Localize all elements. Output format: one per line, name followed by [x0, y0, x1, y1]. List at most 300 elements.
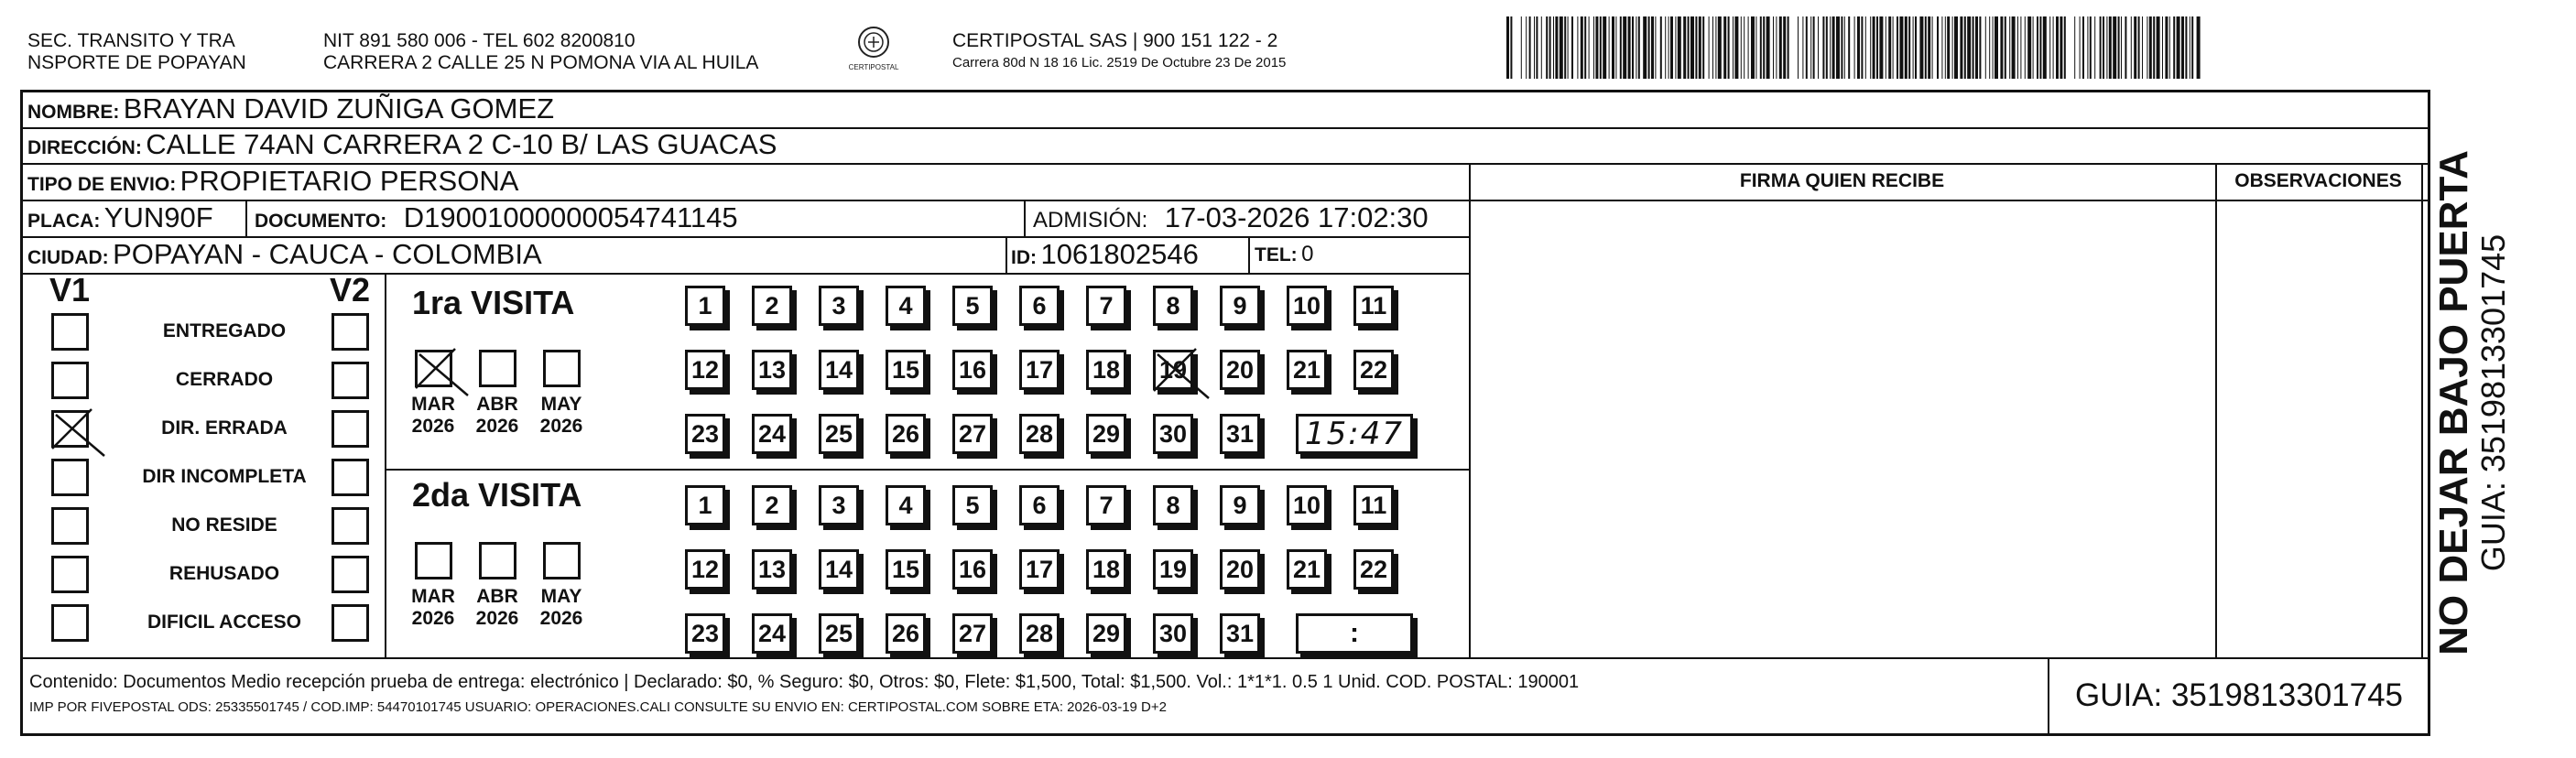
barcode-bar — [1600, 16, 1602, 79]
barcode-bar — [2090, 16, 2092, 79]
day-number: 26 — [891, 619, 920, 647]
visit2-title: 2da VISITA — [412, 476, 582, 514]
barcode-bar — [1975, 16, 1978, 79]
day-number: 31 — [1225, 419, 1255, 448]
barcode-bar — [1564, 16, 1566, 79]
barcode-bar — [2020, 16, 2021, 79]
barcode-bar — [1985, 16, 1986, 79]
barcode-bar — [1560, 16, 1563, 79]
barcode-bar — [1555, 16, 1558, 79]
check-mark-icon — [1156, 352, 1192, 389]
day-box — [952, 549, 993, 590]
barcode-bar — [1506, 16, 1509, 79]
day-number: 5 — [965, 291, 980, 319]
barcode-bar — [1589, 16, 1590, 79]
barcode-bar — [1810, 16, 1811, 79]
barcode-bar — [1830, 16, 1831, 79]
day-number: 28 — [1025, 419, 1054, 448]
barcode-bar — [1660, 16, 1662, 79]
month-year: 2026 — [411, 416, 455, 437]
barcode-bar — [1783, 16, 1786, 79]
day-number: 25 — [824, 619, 853, 647]
month-label — [470, 394, 525, 438]
day-box — [1153, 485, 1193, 525]
col-divider — [2215, 163, 2217, 657]
col-divider — [2421, 163, 2423, 657]
barcode-bar — [1615, 16, 1616, 79]
barcode-bar — [1879, 16, 1883, 79]
day-number: 8 — [1166, 291, 1180, 319]
barcode-bar — [2100, 16, 2102, 79]
barcode-bar — [1699, 16, 1701, 79]
barcode-bar — [1593, 16, 1594, 79]
barcode-bar — [1568, 16, 1569, 79]
barcode-bar — [1818, 16, 1819, 79]
barcode-bar — [1826, 16, 1828, 79]
day-box — [1353, 485, 1394, 525]
status-label: DIFICIL ACCESO — [147, 612, 301, 633]
barcode-bar — [2165, 16, 2168, 79]
barcode-bar — [1712, 16, 1713, 79]
day-box — [1086, 286, 1126, 326]
day-box — [1287, 485, 1327, 525]
day-box — [1153, 549, 1193, 590]
barcode-bar — [2177, 16, 2180, 79]
barcode-bar — [1873, 16, 1875, 79]
day-number: 19 — [1158, 355, 1188, 384]
placa-value: YUN90F — [103, 201, 213, 233]
barcode-bar — [1571, 16, 1573, 79]
barcode-bar — [1941, 16, 1942, 79]
barcode-bar — [2009, 16, 2010, 79]
barcode-bar — [1908, 16, 1910, 79]
day-number: 13 — [757, 355, 787, 384]
day-box — [886, 286, 926, 326]
day-number: 29 — [1092, 619, 1121, 647]
barcode-bar — [1925, 16, 1927, 79]
day-box — [685, 613, 725, 654]
barcode-bar — [1960, 16, 1962, 79]
barcode-bar — [2157, 16, 2160, 79]
barcode-bar — [2118, 16, 2120, 79]
day-box — [1019, 613, 1060, 654]
day-box — [1220, 485, 1260, 525]
barcode-bar — [2134, 16, 2136, 79]
time-value: 15:47 — [1305, 416, 1404, 452]
barcode-bar — [1857, 16, 1860, 79]
day-box — [1220, 414, 1260, 454]
barcode-bar — [1620, 16, 1622, 79]
day-number: 28 — [1025, 619, 1054, 647]
time-box — [1296, 613, 1413, 654]
day-box — [886, 350, 926, 390]
month-name: MAY — [540, 394, 582, 415]
day-box — [952, 613, 993, 654]
day-box — [819, 286, 859, 326]
status-label: DIR INCOMPLETA — [142, 466, 307, 487]
day-number: 30 — [1158, 619, 1188, 647]
barcode-bar — [1549, 16, 1551, 79]
barcode-bar — [1723, 16, 1726, 79]
v2-checkbox — [332, 507, 369, 545]
day-box — [1220, 286, 1260, 326]
barcode-bar — [1521, 16, 1522, 79]
day-box — [1019, 549, 1060, 590]
ciudad-row — [27, 239, 542, 276]
day-number: 29 — [1092, 419, 1121, 448]
day-box — [819, 414, 859, 454]
barcode — [1506, 16, 2202, 79]
month-checkbox — [415, 542, 452, 579]
sender-contact — [323, 30, 758, 74]
day-box — [1287, 286, 1327, 326]
check-mark-icon — [54, 413, 88, 447]
day-number: 10 — [1292, 491, 1321, 519]
admision-value: 17-03-2026 17:02:30 — [1164, 201, 1429, 233]
barcode-bar — [1609, 16, 1610, 79]
day-number: 21 — [1292, 355, 1321, 384]
day-box — [752, 414, 792, 454]
row-divider — [20, 657, 2430, 659]
barcode-bar — [1648, 16, 1650, 79]
barcode-bar — [2080, 16, 2081, 79]
day-box — [1220, 549, 1260, 590]
day-number: 20 — [1225, 355, 1255, 384]
day-number: 22 — [1359, 555, 1388, 583]
barcode-bar — [1526, 16, 1527, 79]
sender-line2: NSPORTE DE POPAYAN — [27, 52, 246, 73]
day-number: 24 — [757, 419, 787, 448]
month-checkbox — [543, 542, 581, 579]
barcode-bar — [2017, 16, 2018, 79]
col-divider — [385, 273, 386, 657]
day-number: 4 — [898, 291, 913, 319]
col-divider — [245, 200, 247, 236]
day-number: 7 — [1099, 291, 1114, 319]
footer-guia: GUIA: 3519813301745 — [2074, 677, 2404, 713]
barcode-bar — [1744, 16, 1745, 79]
placa-label: PLACA: — [27, 211, 101, 232]
month-label — [406, 394, 461, 438]
day-number: 11 — [1360, 291, 1387, 319]
barcode-bar — [2033, 16, 2034, 79]
barcode-bar — [1989, 16, 1990, 79]
barcode-bar — [2053, 16, 2054, 79]
barcode-bar — [2169, 16, 2170, 79]
day-box — [886, 485, 926, 525]
barcode-bar — [1967, 16, 1971, 79]
v1-header: V1 — [49, 271, 91, 309]
v1-checkbox — [51, 410, 89, 448]
day-box — [752, 549, 792, 590]
day-box — [1287, 549, 1327, 590]
direccion-value: CALLE 74AN CARRERA 2 C-10 B/ LAS GUACAS — [146, 128, 777, 160]
day-box — [1019, 485, 1060, 525]
v2-checkbox — [332, 313, 369, 351]
barcode-bar — [1870, 16, 1871, 79]
col-divider — [1248, 236, 1250, 273]
month-checkbox — [479, 542, 516, 579]
certipostal-logo — [833, 24, 914, 75]
barcode-bar — [2027, 16, 2031, 79]
barcode-bar — [2000, 16, 2003, 79]
check-mark-icon — [418, 352, 451, 386]
barcode-bar — [1861, 16, 1863, 79]
month-name: MAR — [411, 586, 455, 607]
company-line: CERTIPOSTAL SAS | 900 151 122 - 2 — [952, 30, 1278, 51]
month-label — [470, 586, 525, 630]
admision-label: ADMISIÓN: — [1033, 208, 1148, 233]
barcode-bar — [1733, 16, 1734, 79]
day-box — [1019, 286, 1060, 326]
barcode-bar — [1876, 16, 1878, 79]
barcode-bar — [2162, 16, 2163, 79]
barcode-bar — [1854, 16, 1855, 79]
barcode-bar — [1655, 16, 1656, 79]
v1-checkbox — [51, 556, 89, 593]
day-number: 9 — [1233, 491, 1247, 519]
v2-header: V2 — [330, 271, 371, 309]
day-number: 6 — [1032, 291, 1047, 319]
documento-label: DOCUMENTO: — [255, 211, 387, 232]
day-number: 14 — [824, 355, 853, 384]
barcode-bar — [2082, 16, 2084, 79]
barcode-bar — [2060, 16, 2062, 79]
day-box — [886, 549, 926, 590]
day-number: 20 — [1225, 555, 1255, 583]
day-number: 1 — [698, 491, 712, 519]
barcode-bar — [1603, 16, 1606, 79]
barcode-bar — [1798, 16, 1799, 79]
sender-name — [27, 30, 246, 74]
barcode-bar — [2025, 16, 2026, 79]
time-value: : — [1350, 618, 1359, 648]
day-number: 11 — [1360, 491, 1387, 519]
barcode-bar — [1893, 16, 1894, 79]
day-number: 21 — [1292, 555, 1321, 583]
day-box — [1086, 414, 1126, 454]
day-number: 10 — [1292, 291, 1321, 319]
status-label: CERRADO — [175, 369, 274, 390]
barcode-bar — [1536, 16, 1538, 79]
barcode-bar — [1760, 16, 1762, 79]
barcode-bar — [1623, 16, 1626, 79]
side-notice: NO DEJAR BAJO PUERTA — [2431, 150, 2476, 655]
month-year: 2026 — [539, 416, 583, 437]
day-box — [1353, 350, 1394, 390]
day-number: 23 — [690, 619, 720, 647]
visit1-title: 1ra VISITA — [412, 284, 575, 321]
barcode-bar — [1632, 16, 1634, 79]
admision-row — [1033, 202, 1429, 239]
month-name: ABR — [476, 586, 518, 607]
barcode-bar — [2094, 16, 2095, 79]
day-number: 16 — [958, 355, 987, 384]
barcode-bar — [1905, 16, 1908, 79]
nombre-value: BRAYAN DAVID ZUÑIGA GOMEZ — [123, 92, 555, 125]
footer-imp: IMP POR FIVEPOSTAL ODS: 25335501745 / COD.IMP: 54470101745 USUARIO: OPERACIONES.CALI CONSULTE SU ENVIO EN: CERTIPOSTAL.COM SOBRE ETA: 2026-03-19 D+2 — [29, 699, 1167, 715]
barcode-bar — [1534, 16, 1535, 79]
ciudad-value: POPAYAN - CAUCA - COLOMBIA — [113, 238, 542, 270]
col-divider — [1005, 236, 1007, 273]
month-label — [534, 394, 589, 438]
barcode-bar — [1702, 16, 1704, 79]
barcode-bar — [1773, 16, 1774, 79]
barcode-bar — [1668, 16, 1669, 79]
documento-row — [255, 202, 738, 239]
barcode-bar — [2153, 16, 2155, 79]
firma-header: FIRMA QUIEN RECIBE — [1739, 170, 1945, 191]
barcode-bar — [1844, 16, 1845, 79]
barcode-bar — [1595, 16, 1598, 79]
day-number: 4 — [898, 491, 913, 519]
barcode-bar — [1546, 16, 1548, 79]
day-box — [819, 549, 859, 590]
day-number: 8 — [1166, 491, 1180, 519]
day-number: 17 — [1025, 555, 1054, 583]
barcode-bar — [1755, 16, 1756, 79]
barcode-bar — [1581, 16, 1583, 79]
barcode-bar — [2037, 16, 2038, 79]
barcode-bar — [1690, 16, 1694, 79]
day-number: 12 — [690, 555, 720, 583]
barcode-bar — [2103, 16, 2104, 79]
side-guia: GUIA: 3519813301745 — [2474, 233, 2512, 572]
barcode-bar — [1678, 16, 1681, 79]
barcode-bar — [2106, 16, 2107, 79]
barcode-bar — [1541, 16, 1542, 79]
day-number: 15 — [891, 355, 920, 384]
day-box — [752, 485, 792, 525]
barcode-bar — [1734, 16, 1738, 79]
day-number: 7 — [1099, 491, 1114, 519]
barcode-bar — [1832, 16, 1835, 79]
day-box — [1353, 549, 1394, 590]
month-checkbox — [543, 350, 581, 387]
day-number: 3 — [831, 491, 846, 519]
barcode-bar — [1947, 16, 1950, 79]
month-year: 2026 — [539, 608, 583, 629]
barcode-bar — [2181, 16, 2184, 79]
tel-row — [1255, 239, 1313, 273]
day-number: 6 — [1032, 491, 1047, 519]
barcode-bar — [1954, 16, 1958, 79]
barcode-bar — [2087, 16, 2088, 79]
status-label: REHUSADO — [168, 563, 280, 584]
barcode-bar — [1612, 16, 1614, 79]
ciudad-label: CIUDAD: — [27, 247, 109, 268]
barcode-bar — [1932, 16, 1933, 79]
day-number: 5 — [965, 491, 980, 519]
id-value: 1061802546 — [1040, 238, 1199, 270]
day-number: 2 — [765, 491, 779, 519]
barcode-bar — [1945, 16, 1946, 79]
barcode-bar — [2173, 16, 2175, 79]
day-box — [952, 414, 993, 454]
barcode-bar — [2185, 16, 2187, 79]
barcode-bar — [1665, 16, 1666, 79]
barcode-bar — [1806, 16, 1808, 79]
day-number: 27 — [958, 619, 987, 647]
barcode-bar — [2064, 16, 2066, 79]
day-box — [819, 613, 859, 654]
day-box — [752, 286, 792, 326]
day-number: 24 — [757, 619, 787, 647]
barcode-bar — [2049, 16, 2050, 79]
barcode-bar — [2109, 16, 2112, 79]
barcode-bar — [1728, 16, 1730, 79]
status-label: NO RESIDE — [171, 514, 277, 536]
col-divider — [1469, 163, 1471, 657]
barcode-bar — [1779, 16, 1782, 79]
barcode-bar — [2197, 16, 2201, 79]
v2-checkbox — [332, 459, 369, 496]
day-box — [1086, 485, 1126, 525]
month-name: MAR — [411, 394, 455, 415]
month-name: ABR — [476, 394, 518, 415]
day-number: 9 — [1233, 291, 1247, 319]
barcode-bar — [1993, 16, 1994, 79]
tel-label: TEL: — [1255, 244, 1298, 265]
month-label — [534, 586, 589, 630]
barcode-bar — [1584, 16, 1586, 79]
row-divider — [385, 469, 1469, 471]
day-box — [1019, 350, 1060, 390]
barcode-bar — [1651, 16, 1654, 79]
day-box — [1086, 350, 1126, 390]
barcode-bar — [1577, 16, 1578, 79]
barcode-bar — [1643, 16, 1647, 79]
day-box — [685, 549, 725, 590]
barcode-bar — [1802, 16, 1803, 79]
month-year: 2026 — [475, 416, 519, 437]
barcode-bar — [1973, 16, 1974, 79]
day-box — [952, 350, 993, 390]
status-label: DIR. ERRADA — [161, 417, 288, 439]
day-number: 30 — [1158, 419, 1188, 448]
barcode-bar — [1553, 16, 1554, 79]
day-box — [952, 485, 993, 525]
barcode-bar — [1848, 16, 1850, 79]
direccion-row — [27, 129, 777, 166]
barcode-bar — [1822, 16, 1824, 79]
day-number: 13 — [757, 555, 787, 583]
v1-checkbox — [51, 604, 89, 642]
nombre-label: NOMBRE: — [27, 102, 120, 123]
barcode-bar — [2012, 16, 2016, 79]
day-number: 1 — [698, 291, 712, 319]
nombre-row — [27, 93, 554, 130]
barcode-bar — [1928, 16, 1930, 79]
day-number: 19 — [1158, 555, 1188, 583]
barcode-bar — [1979, 16, 1981, 79]
day-number: 14 — [824, 555, 853, 583]
barcode-bar — [1638, 16, 1640, 79]
day-number: 25 — [824, 419, 853, 448]
day-number: 31 — [1225, 619, 1255, 647]
barcode-bar — [1628, 16, 1631, 79]
tel-value: 0 — [1301, 242, 1314, 266]
month-year: 2026 — [411, 608, 455, 629]
barcode-bar — [1763, 16, 1765, 79]
barcode-bar — [2191, 16, 2193, 79]
id-row — [1011, 239, 1199, 276]
day-number: 17 — [1025, 355, 1054, 384]
day-box — [1153, 350, 1193, 390]
barcode-bar — [1670, 16, 1673, 79]
v1-checkbox — [51, 507, 89, 545]
day-number: 26 — [891, 419, 920, 448]
